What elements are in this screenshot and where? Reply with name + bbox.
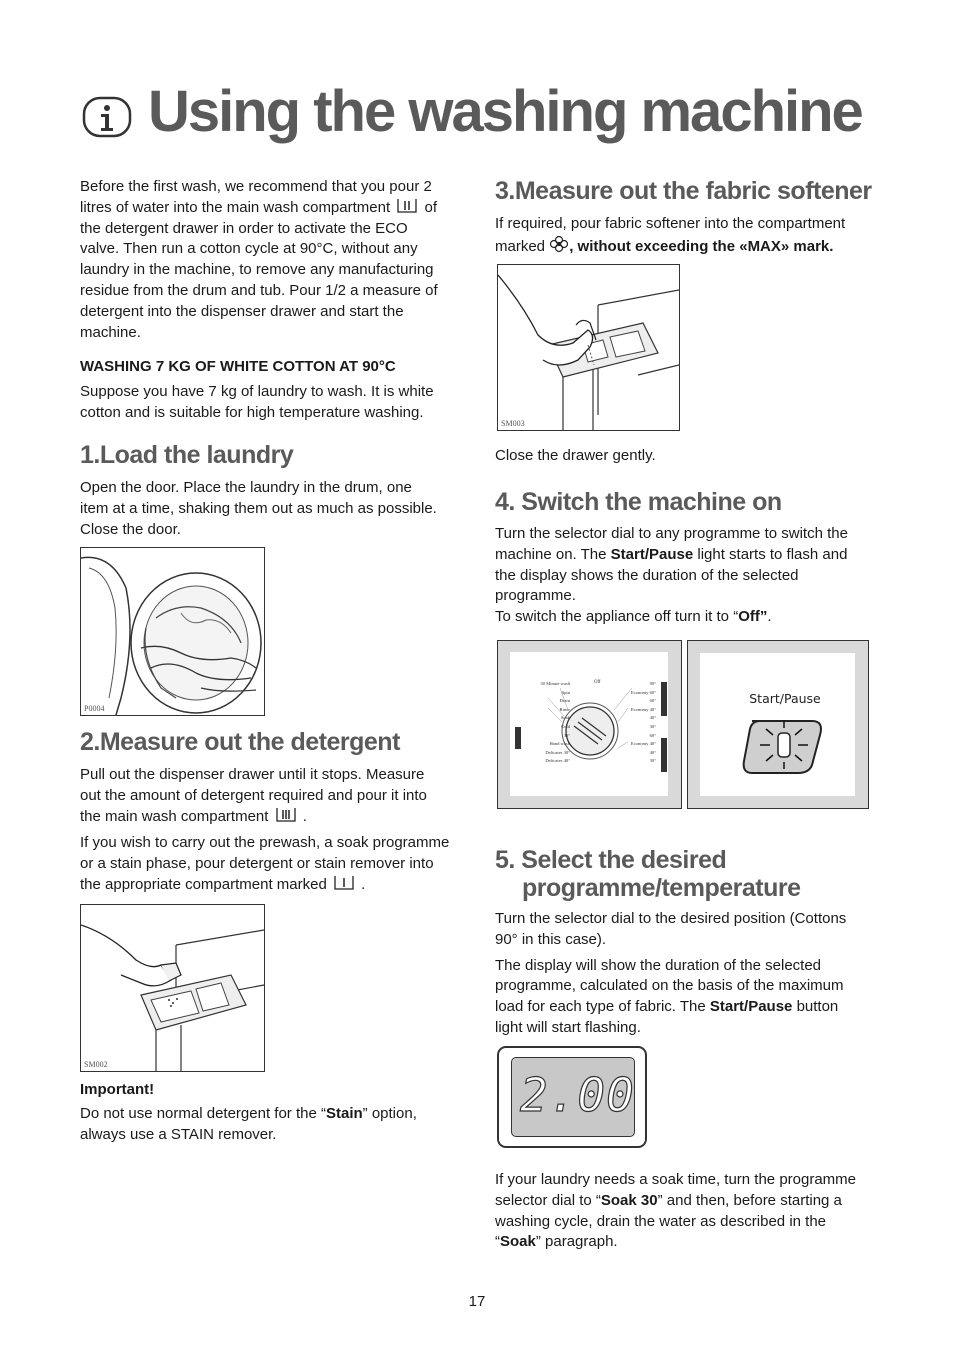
dial-right-label: 40° [649,715,656,721]
intro-paragraph: Before the first wash, we recommend that you pour 2 litres of water into the main wash compartment of the detergent drawer in order to activate the ECO valve. Then run a cotton cycle at 90°C, without any laundry in the machine, to remove any manufacturing residue from the drum and tub. Pour 1/2 a measure of detergent into the dispenser drawer and start the machine. [80,178,438,341]
section-2-paragraph: Pull out the dispenser drawer until it stops. Measure out the amount of detergent required and pour it into the main wash compartment . If you wish to carry out the prewash, a soak programme or a stain phase, pour detergent or stain remover into the appropriate compartment marked . [80,766,450,893]
dial-left-label: 30 Minute wash [540,681,570,686]
figure-code: P0004 [84,704,105,713]
dial-left-label: 30° [563,732,570,738]
dial-left-label: Delicates 30° [545,749,570,755]
main-wash-compartment-icon [394,198,420,214]
dial-left-label: Rinse [559,706,570,712]
main-wash-compartment-icon [273,807,299,823]
dial-left-label: Spin [561,689,570,695]
softener-drawing [498,265,679,430]
display-time: 2.00 [520,1068,635,1122]
programme-dial-illustration [497,640,682,809]
soak-paragraph: If your laundry needs a soak time, turn the programme selector dial to “Soak 30” and then, before starting a washing cycle, drain the water as described in the “Soak” paragraph. [495,1171,857,1251]
section-3-paragraph: If required, pour fabric softener into the compartment marked , without exceeding the «MAX» mark. [495,215,846,255]
important-paragraph: Do not use normal detergent for the “Stain” option, always use a STAIN remover. [80,1105,417,1143]
dial-right-label: Economy 60° [630,689,656,695]
drawer-drawing [81,905,264,1071]
dial-left-label: Cold [561,723,570,729]
figure-code: SM003 [501,419,525,428]
dial-right-label: 40° [649,749,656,755]
info-icon [82,96,132,138]
start-pause-button [738,715,834,777]
washing-paragraph: Suppose you have 7 kg of laundry to wash. It is white cotton and is suitable for high temperature washing. [80,383,434,421]
dial-left-label: Soak [560,715,570,721]
prewash-compartment-icon [331,875,357,891]
important-heading: Important! [80,1081,155,1098]
load-laundry-illustration [80,547,265,716]
dial-right-label: 60° [649,698,656,704]
page-title: Using the washing machine [148,79,862,144]
dial-right-label: Economy 40° [630,741,656,747]
section-4-heading: 4. Switch the machine on [495,488,782,516]
section-5-paragraph: Turn the selector dial to the desired position (Cottons 90° in this case). The display will show the duration of the selected programme, calculated on the basis of the maximum load for each type of fabric. The Start/Pause button light will start flashing. [495,910,847,1036]
dial-right-label: 30° [649,758,656,764]
section-5-heading: 5. Select the desired programme/temperature [495,846,801,902]
display-illustration [497,1046,647,1148]
section-1-heading: 1.Load the laundry [80,441,294,469]
detergent-drawer-illustration [80,904,265,1072]
section-2-heading: 2.Measure out the detergent [80,728,400,756]
dial-face [510,652,668,796]
section-4-paragraph: Turn the selector dial to any programme to switch the machine on. The Start/Pause light starts to flash and the display shows the duration of the selected programme. To switch the appliance off turn it to “Off”. [495,525,848,626]
dial-right-label: 60° [649,732,656,738]
dial-left-labels [514,680,570,766]
dial-right-label: 30° [649,723,656,729]
fabric-softener-illustration [497,264,680,431]
start-pause-label: Start/Pause [749,691,821,706]
dial-right-label: 90° [649,681,656,686]
page-number: 17 [468,1293,486,1310]
figure-code: SM002 [84,1060,108,1069]
fabric-softener-flower-icon [549,235,569,253]
dial-left-label: Drain [559,698,570,704]
start-pause-illustration [687,640,869,809]
section-1-paragraph: Open the door. Place the laundry in the drum, one item at a time, shaking them out as much as possible. Close the door. [80,479,437,538]
dial-off-label: Off [594,680,601,685]
washing-subheading: WASHING 7 KG OF WHITE COTTON AT 90°C [80,358,396,375]
dial-right-labels [610,680,656,766]
display-screen [511,1057,635,1137]
dial-right-label: Economy 40° [630,706,656,712]
close-drawer-text: Close the drawer gently. [495,447,656,464]
section-3-heading: 3.Measure out the fabric softener [495,177,872,205]
dial-left-label: Hand wash [549,741,570,747]
start-pause-panel [700,653,855,796]
drum-drawing [81,548,264,715]
dial-left-label: Delicates 40° [545,758,570,764]
